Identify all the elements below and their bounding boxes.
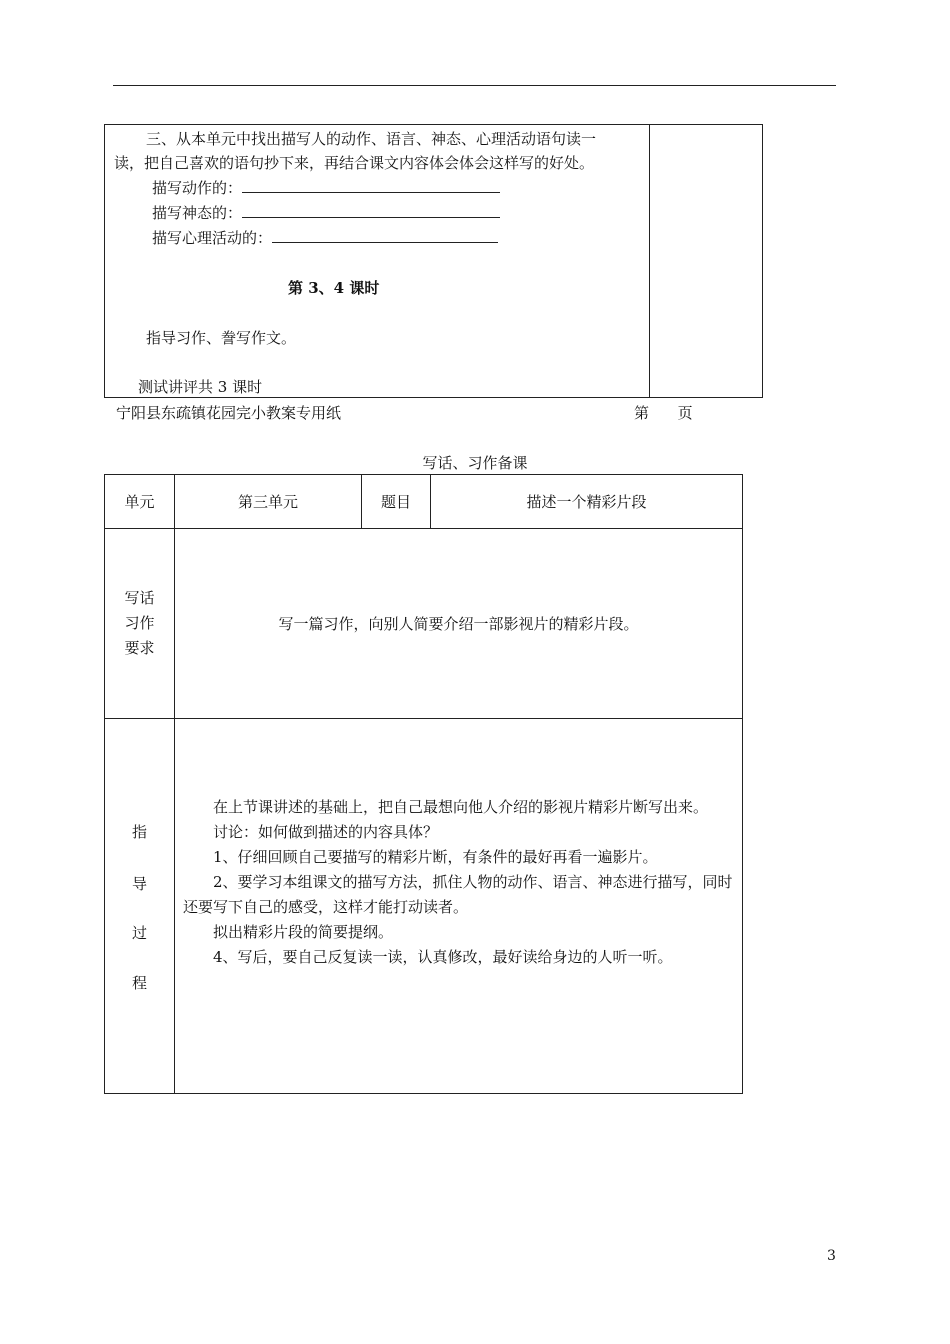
fill-expression-blank[interactable]: [242, 201, 500, 218]
test-review-text: 测试讲评共 3 课时: [138, 378, 263, 396]
table-row: [105, 529, 743, 719]
guide-char-3: 过: [131, 924, 147, 942]
guide-char-2: 导: [131, 875, 147, 893]
guide-paragraph-3: 1、仔细回顾自己要描写的精彩片断，有条件的最好再看一遍影片。: [213, 848, 658, 866]
fill-action-row: [152, 176, 500, 200]
fill-action-blank[interactable]: [242, 176, 500, 193]
table-row: [105, 719, 743, 1094]
fill-mental-label: 描写心理活动的：: [152, 229, 273, 247]
topic-value: 描述一个精彩片段: [431, 475, 743, 529]
unit-label: 单元: [105, 475, 175, 529]
guide-body: [183, 795, 743, 970]
guide-char-1: 指: [131, 823, 147, 841]
fill-action-label: 描写动作的：: [152, 179, 243, 197]
fill-mental-blank[interactable]: [272, 226, 498, 243]
requirement-text: 写一篇习作，向别人简要介绍一部影视片的精彩片段。: [175, 529, 743, 719]
guide-writing-text: 指导习作、誊写作文。: [146, 329, 297, 347]
school-paper-label: 宁阳县东疏镇花园完小教案专用纸: [116, 404, 342, 422]
page-number: 3: [827, 1248, 836, 1264]
fill-expression-row: [152, 201, 500, 225]
requirement-label-2: 习作: [124, 614, 155, 632]
guide-paragraph-5: 拟出精彩片段的简要提纲。: [213, 923, 394, 941]
lesson-plan-table: [104, 474, 743, 1094]
guide-char-4: 程: [131, 974, 147, 992]
page-label: 第 页: [634, 404, 693, 422]
section-title: 写话、习作备课: [422, 454, 528, 472]
guide-paragraph-4: 2、要学习本组课文的描写方法，抓住人物的动作、语言、神态进行描写，同时还要写下自己的感受，这样才能打动读者。: [183, 873, 733, 916]
guide-content-cell: [175, 719, 743, 1094]
topic-label: 题目: [362, 475, 431, 529]
fill-mental-row: [152, 226, 498, 250]
requirement-label-3: 要求: [124, 639, 155, 657]
unit-value: 第三单元: [175, 475, 362, 529]
guide-paragraph-6: 4、写后，要自己反复读一读，认真修改，最好读给身边的人听一听。: [213, 948, 673, 966]
intro-line-2: 读，把自己喜欢的语句抄下来，再结合课文内容体会体会这样写的好处。: [114, 154, 595, 172]
requirement-label-1: 写话: [124, 589, 155, 607]
fill-expression-label: 描写神态的：: [152, 204, 243, 222]
lesson-heading: 第 3、4 课时: [288, 279, 380, 297]
guide-paragraph-2: 讨论：如何做到描述的内容具体？: [213, 823, 439, 841]
guide-paragraph-1: 在上节课讲述的基础上，把自己最想向他人介绍的影视片精彩片断写出来。: [213, 798, 709, 816]
upper-table-divider: [649, 124, 650, 398]
header-rule: [113, 85, 836, 86]
intro-line-1: 三、从本单元中找出描写人的动作、语言、神态、心理活动语句读一: [146, 130, 597, 148]
table-row: [105, 475, 743, 529]
guide-label-cell: [105, 719, 175, 1094]
requirement-label-cell: [105, 529, 175, 719]
